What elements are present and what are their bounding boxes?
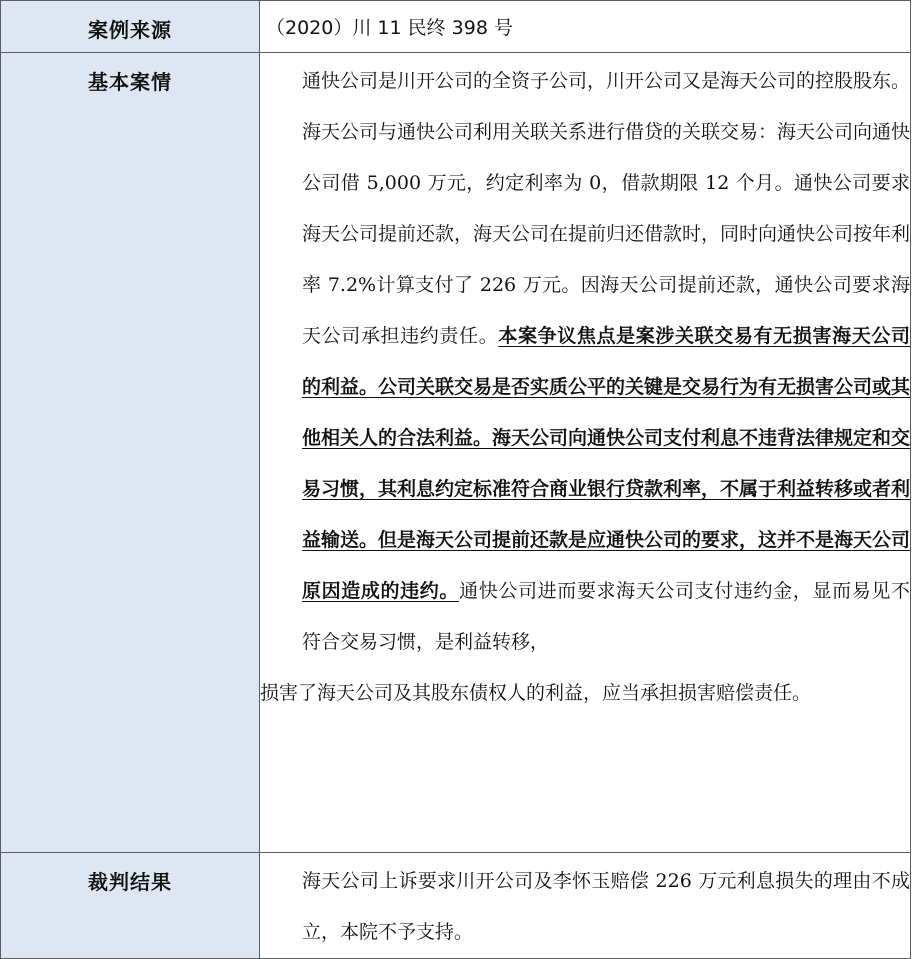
case-facts-label-cell [1,53,260,853]
case-facts-label: 基本案情 [88,70,172,94]
judgment-result-label: 裁判结果 [88,870,172,894]
case-facts-body [260,53,910,719]
case-facts-paragraph-2 [260,668,910,719]
case-source-row [1,1,911,53]
case-facts-content-cell [260,53,911,853]
case-source-value-cell [260,1,911,53]
case-facts-paragraph [260,56,910,668]
judgment-result-body [260,853,910,958]
case-source-label-cell [1,1,260,53]
case-facts-emphasis: 本案争议焦点是案涉关联交易有无损害海天公司的利益。公司关联交易是否实质公平的关键是交易行为有无损害公司或其他相关人的合法利益。海天公司向通快公司支付利息不违背法律规定和交易习惯，其利息约定标准符合商业银行贷款利率，不属于利益转移或者利益输送。但是海天公司提前还款是应通快公司的要求，这并不是海天公司原因造成的违约。 [302,325,911,602]
case-facts-text-continued: 通快公司进而要求海天公司支付违约金，显而易见不符合交易习惯，是利益转移， [302,580,910,653]
case-facts-text: 通快公司是川开公司的全资子公司，川开公司又是海天公司的控股股东。海天公司与通快公司利用关联关系进行借贷的关联交易：海天公司向通快公司借 5,000 万元，约定利率为 0，借款期限 12 个月。通快公司要求海天公司提前还款，海天公司在提前归还借款时，同时向通快公司按年利率 7.2%计算支付了 226 万元。因海天公司提前还款，通快公司要求海天公司承担违约责任。 [302,70,911,347]
judgment-result-label-cell [1,853,260,959]
case-facts-row [1,53,911,853]
judgment-result-row [1,853,911,959]
case-source-label: 案例来源 [88,18,172,42]
case-source-value: （2020）川 11 民终 398 号 [266,17,513,39]
case-facts-text-final: 损害了海天公司及其股东债权人的利益，应当承担损害赔偿责任。 [260,682,812,704]
judgment-result-paragraph [260,856,910,958]
judgment-result-content-cell [260,853,911,959]
judgment-result-text: 海天公司上诉要求川开公司及李怀玉赔偿 226 万元利息损失的理由不成立，本院不予支持。 [302,870,910,943]
